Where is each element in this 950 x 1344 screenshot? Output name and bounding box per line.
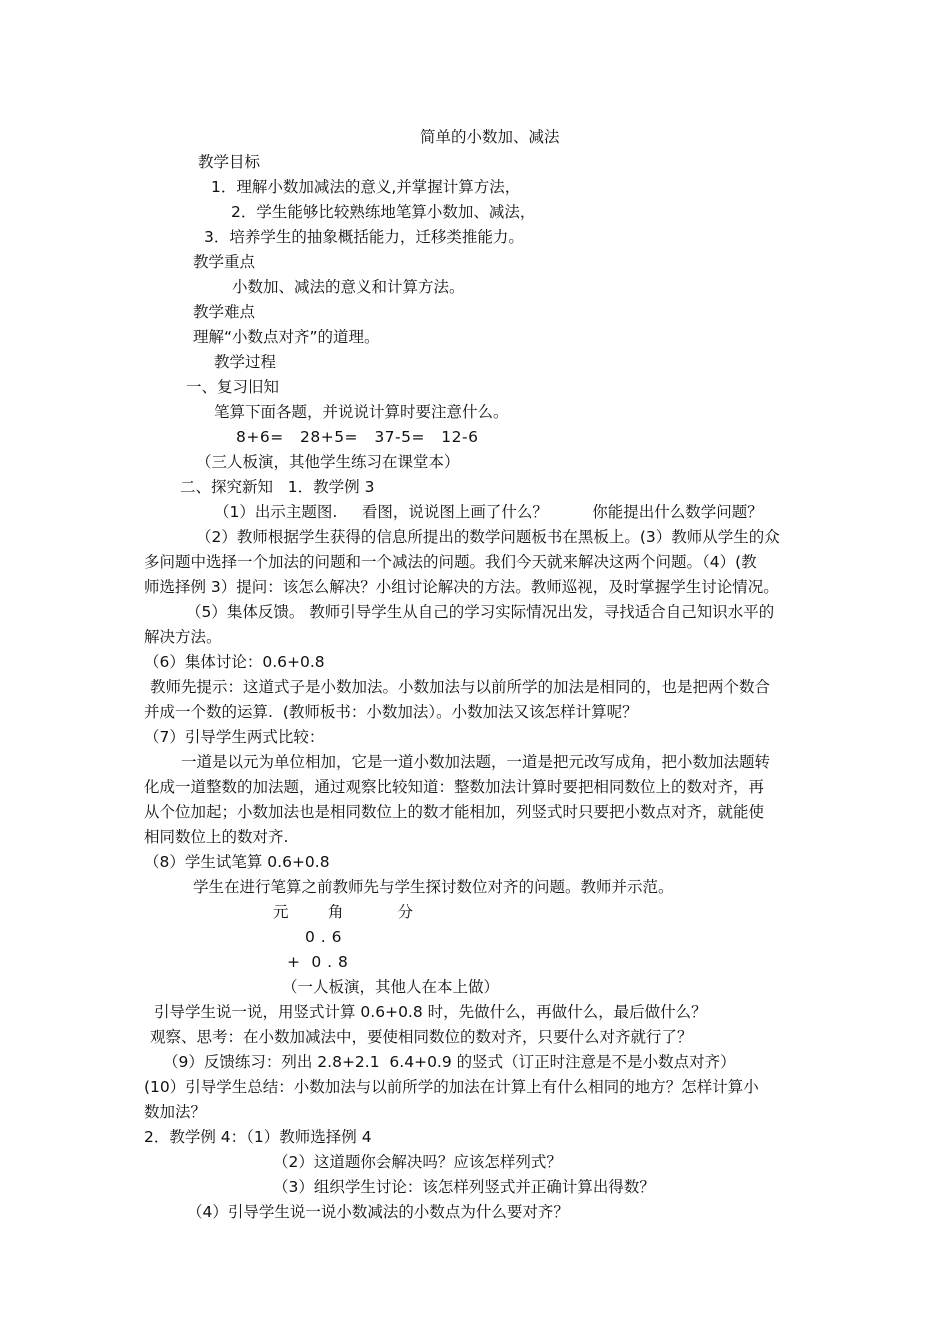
- part-two-heading: 二、探究新知 1．教学例 3: [180, 478, 375, 496]
- step-8-heading: （8）学生试笔算 0.6+0.8: [144, 853, 330, 871]
- example-4-heading: 2．教学例 4：（1）教师选择例 4: [144, 1128, 372, 1146]
- review-exercises: 8+6= 28+5= 37-5= 12-6: [236, 428, 479, 446]
- vertical-addend-2: + 0 . 8: [287, 953, 349, 971]
- difficulties-text: 理解“小数点对齐”的道理。: [193, 328, 380, 346]
- key-points-text: 小数加、减法的意义和计算方法。: [232, 278, 465, 296]
- step-6-text-line-1: 教师先提示：这道式子是小数加法。小数加法与以前所学的加法是相同的，也是把两个数合: [150, 678, 771, 696]
- step-2-text-line-1: （2）教师根据学生获得的信息所提出的数学问题板书在黑板上。(3）教师从学生的众: [196, 528, 780, 546]
- section-heading-process: 教学过程: [214, 353, 277, 371]
- step-7-text-line-3: 从个位加起；小数加法也是相同数位上的数才能相加，列竖式时只要把小数点对齐，就能使: [144, 803, 765, 821]
- step-7-text-line-2: 化成一道整数的加法题，通过观察比较知道：整数加法计算时要把相同数位上的数对齐，再: [144, 778, 765, 796]
- section-heading-difficulties: 教学难点: [193, 303, 256, 321]
- document-title: 简单的小数加、减法: [420, 128, 560, 146]
- example-4-step-4: （4）引导学生说一说小数减法的小数点为什么要对齐？: [187, 1203, 569, 1221]
- review-instruction: 笔算下面各题，并说说计算时要注意什么。: [214, 403, 509, 421]
- step-10-text-line-1: (10）引导学生总结：小数加法与以前所学的加法在计算上有什么相同的地方？怎样计算小: [144, 1078, 759, 1096]
- objective-line-3: 3．培养学生的抽象概括能力，迁移类推能力。: [204, 228, 524, 246]
- step-6-heading: （6）集体讨论：0.6+0.8: [144, 653, 325, 671]
- step-2-text-line-2: 多问题中选择一个加法的问题和一个减法的问题。我们今天就来解决这两个问题。（4）(教: [144, 553, 757, 571]
- section-heading-objectives: 教学目标: [198, 153, 261, 171]
- step-9-text: （9）反馈练习：列出 2.8+2.1 6.4+0.9 的竖式（订正时注意是不是小数点对齐）: [163, 1053, 736, 1071]
- step-1-text: （1）出示主题图. 看图，说说图上画了什么？ 你能提出什么数学问题？: [214, 503, 763, 521]
- step-8-text: 学生在进行笔算之前教师先与学生探讨数位对齐的问题。教师并示范。: [193, 878, 674, 896]
- step-5-text-line-1: （5）集体反馈。 教师引导学生从自己的学习实际情况出发，寻找适合自己知识水平的: [186, 603, 775, 621]
- vertical-addend-1: 0 . 6: [305, 928, 343, 946]
- objective-line-2: 2．学生能够比较熟练地笔算小数加、减法，: [231, 203, 536, 221]
- step-7-heading: （7）引导学生两式比较：: [144, 728, 325, 746]
- observe-question: 观察、思考：在小数加减法中，要使相同数位的数对齐，只要什么对齐就行了？: [150, 1028, 693, 1046]
- step-5-text-line-2: 解决方法。: [144, 628, 222, 646]
- board-note: （一人板演，其他人在本上做）: [282, 978, 500, 996]
- step-6-text-line-2: 并成一个数的运算. (教师板书：小数加法）。小数加法又该怎样计算呢？: [144, 703, 638, 721]
- guide-question: 引导学生说一说，用竖式计算 0.6+0.8 时，先做什么，再做什么，最后做什么？: [154, 1003, 707, 1021]
- step-10-text-line-2: 数加法？: [144, 1103, 207, 1121]
- step-7-text-line-1: 一道是以元为单位相加，它是一道小数加法题，一道是把元改写成角，把小数加法题转: [181, 753, 771, 771]
- review-note: （三人板演，其他学生练习在课堂本）: [196, 453, 460, 471]
- objective-line-1: 1．理解小数加减法的意义,并掌握计算方法，: [211, 178, 521, 196]
- part-one-heading: 一、复习旧知: [186, 378, 280, 396]
- place-value-header: 元 角 分: [273, 903, 414, 921]
- section-heading-key-points: 教学重点: [193, 253, 256, 271]
- example-4-step-2: （2）这道题你会解决吗？应该怎样列式？: [273, 1153, 562, 1171]
- step-2-text-line-3: 师选择例 3）提问：该怎么解决？小组讨论解决的方法。教师巡视，及时掌握学生讨论情况。: [144, 578, 779, 596]
- step-7-text-line-4: 相同数位上的数对齐.: [144, 828, 289, 846]
- example-4-step-3: （3）组织学生讨论：该怎样列竖式并正确计算出得数？: [273, 1178, 655, 1196]
